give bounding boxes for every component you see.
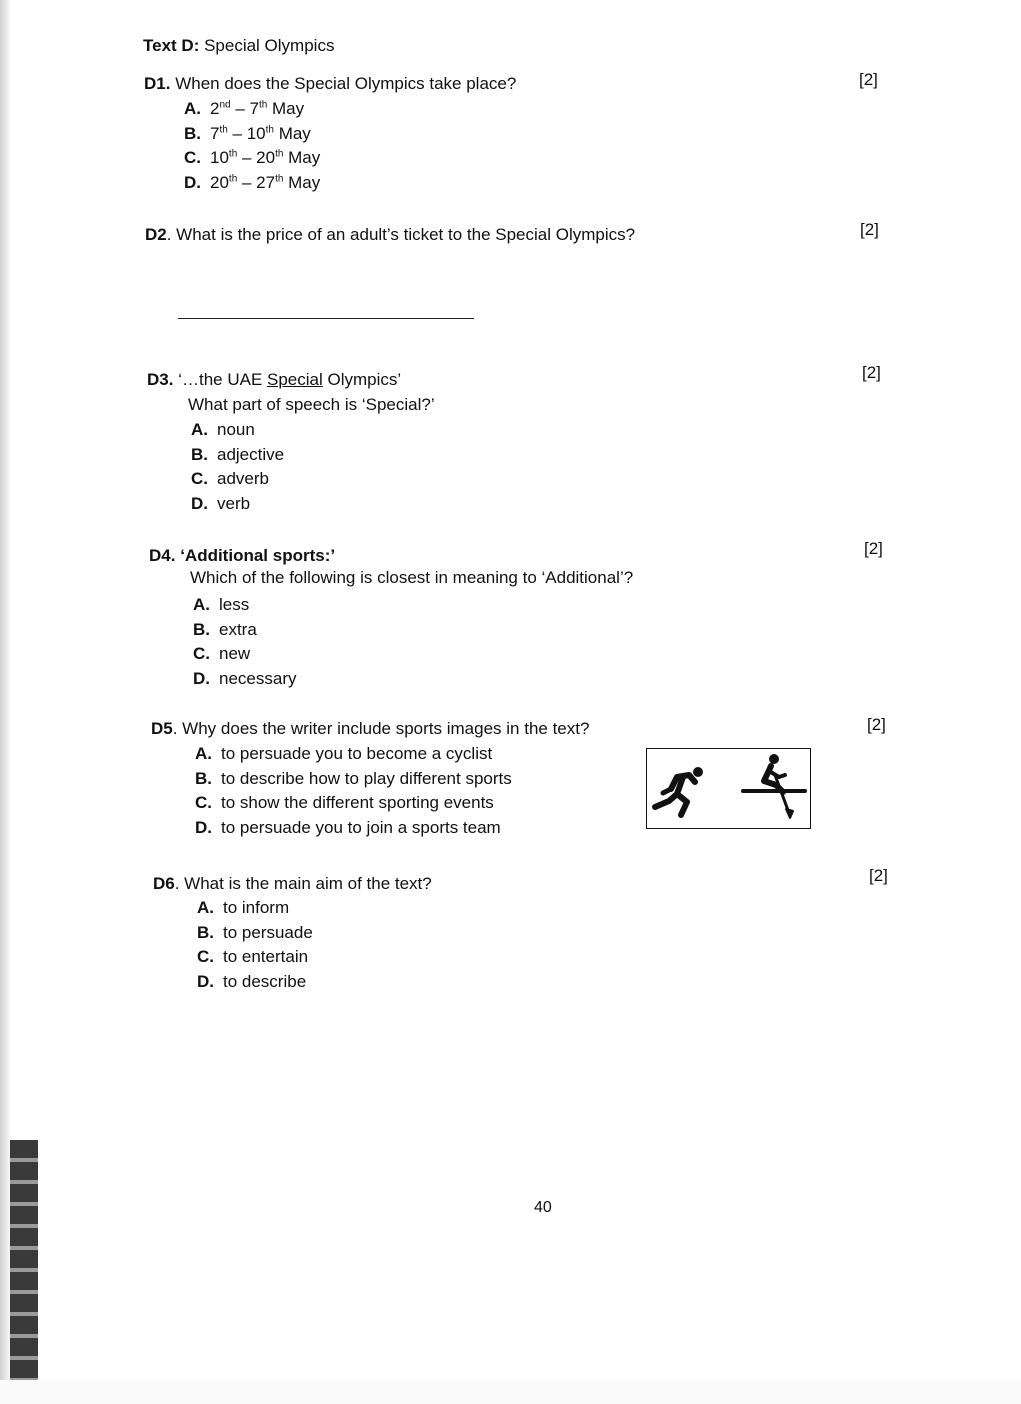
option-d3-c — [191, 467, 284, 492]
option-text: to describe — [223, 971, 307, 991]
question-text: . What is the main aim of the text? — [174, 874, 432, 893]
option-letter: B. — [195, 768, 212, 788]
ordinal-suffix: th — [219, 123, 228, 135]
marks-d4: [2] — [864, 539, 883, 558]
option-text: to inform — [223, 898, 290, 917]
quote-text: Olympics’ — [322, 370, 402, 389]
marks-d3: [2] — [862, 363, 881, 382]
question-d4 — [149, 544, 335, 569]
marks-d1: [2] — [859, 70, 878, 89]
option-text: extra — [219, 619, 257, 639]
option-letter: A. — [191, 420, 208, 439]
option-text: less — [219, 595, 250, 614]
question-number: D2 — [145, 225, 167, 244]
question-d2 — [145, 223, 635, 248]
option-letter: D. — [193, 668, 210, 688]
question-d6 — [153, 872, 432, 897]
option-d3-a — [191, 418, 284, 443]
option-letter: A. — [197, 898, 214, 917]
option-d3-b — [191, 443, 284, 468]
date-start: 10 — [210, 148, 229, 167]
option-text: verb — [217, 493, 251, 513]
option-letter: A. — [195, 744, 212, 763]
rowing-icon — [743, 754, 805, 818]
options-d3 — [191, 418, 284, 516]
option-d5-a — [195, 742, 512, 767]
date-end: – 20 — [237, 148, 276, 167]
option-letter: C. — [191, 469, 208, 488]
option-d5-d — [195, 816, 512, 841]
option-text: new — [219, 644, 251, 663]
date-start: 2 — [210, 99, 220, 118]
option-text: to persuade — [223, 922, 313, 942]
option-letter: D. — [195, 817, 212, 837]
question-number: D5 — [151, 719, 173, 738]
options-d5 — [195, 742, 512, 840]
ordinal-suffix: th — [275, 148, 284, 160]
ordinal-suffix: th — [265, 123, 274, 135]
option-d4-a — [193, 593, 296, 618]
option-d6-d — [197, 970, 313, 995]
month: May — [267, 99, 305, 118]
option-letter: D. — [197, 971, 214, 991]
options-d1 — [184, 97, 320, 195]
option-text: to show the different sporting events — [221, 793, 494, 812]
date-start: 7 — [210, 123, 220, 143]
question-d1 — [144, 72, 516, 97]
option-letter: A. — [193, 595, 210, 614]
option-text: to persuade you to become a cyclist — [221, 744, 493, 763]
sports-pictograms — [647, 749, 810, 828]
options-d6 — [197, 896, 313, 994]
marks-d6: [2] — [869, 866, 888, 885]
date-end: – 7 — [230, 99, 259, 118]
option-letter: C. — [197, 947, 214, 966]
date-end: – 27 — [237, 172, 276, 192]
option-letter: D. — [184, 172, 201, 192]
quote-text: ‘Additional sports:’ — [175, 546, 336, 565]
month: May — [273, 123, 311, 143]
question-text: . What is the price of an adult’s ticket to the Special Olympics? — [166, 225, 636, 244]
option-d3-d — [191, 492, 284, 517]
option-d1-c — [184, 146, 320, 171]
month: May — [283, 148, 321, 167]
ordinal-suffix: th — [275, 172, 284, 184]
option-d6-a — [197, 896, 313, 921]
options-d4 — [193, 593, 296, 691]
option-text: to entertain — [223, 947, 309, 966]
option-letter: B. — [191, 444, 208, 464]
option-d5-b — [195, 767, 512, 792]
question-text: . Why does the writer include sports images in the text? — [172, 719, 590, 738]
option-letter: C. — [184, 148, 201, 167]
marks-d5: [2] — [867, 715, 886, 734]
option-letter: B. — [193, 619, 210, 639]
marks-d2: [2] — [860, 220, 879, 239]
section-title-label: Text D: — [143, 36, 200, 55]
question-d4-sub: Which of the following is closest in meaning to ‘Additional’? — [190, 568, 634, 587]
option-d1-a — [184, 97, 320, 122]
answer-line-d2[interactable] — [178, 318, 474, 319]
ordinal-suffix: th — [258, 99, 268, 111]
option-d6-b — [197, 921, 313, 946]
option-letter: C. — [193, 644, 210, 663]
quote-text: ‘…the UAE — [173, 370, 268, 389]
option-d4-d — [193, 667, 296, 692]
option-letter: B. — [184, 123, 201, 143]
date-end: – 10 — [227, 123, 266, 143]
month: May — [283, 172, 321, 192]
question-text: When does the Special Olympics take place? — [175, 74, 517, 93]
option-letter: D. — [191, 493, 208, 513]
ordinal-suffix: th — [228, 172, 238, 184]
option-d4-b — [193, 618, 296, 643]
underlined-word: Special — [267, 370, 323, 389]
question-number: D4. — [149, 546, 176, 565]
option-text: necessary — [219, 668, 297, 688]
option-text: adjective — [217, 444, 285, 464]
option-text: adverb — [217, 469, 269, 488]
ordinal-suffix: nd — [219, 99, 231, 111]
question-number: D1. — [144, 74, 171, 93]
runner-icon — [655, 767, 703, 815]
date-start: 20 — [210, 172, 229, 192]
question-d5 — [151, 717, 589, 742]
option-letter: C. — [195, 793, 212, 812]
section-title — [143, 34, 334, 59]
question-number: D3. — [147, 370, 174, 389]
option-d1-b — [184, 122, 320, 147]
option-d5-c — [195, 791, 512, 816]
sports-pictograms-box — [646, 748, 811, 829]
option-d6-c — [197, 945, 313, 970]
option-letter: A. — [184, 99, 201, 118]
option-d1-d — [184, 171, 320, 196]
question-d3 — [147, 368, 401, 393]
option-letter: B. — [197, 922, 214, 942]
option-d4-c — [193, 642, 296, 667]
option-text: to persuade you to join a sports team — [221, 817, 501, 837]
option-text: to describe how to play different sports — [221, 768, 512, 788]
ordinal-suffix: th — [228, 148, 238, 160]
question-d3-sub: What part of speech is ‘Special?’ — [188, 395, 435, 414]
page-number: 40 — [534, 1199, 552, 1216]
section-title-text: Special Olympics — [199, 36, 335, 55]
option-text: noun — [217, 420, 255, 439]
question-number: D6 — [153, 874, 175, 893]
